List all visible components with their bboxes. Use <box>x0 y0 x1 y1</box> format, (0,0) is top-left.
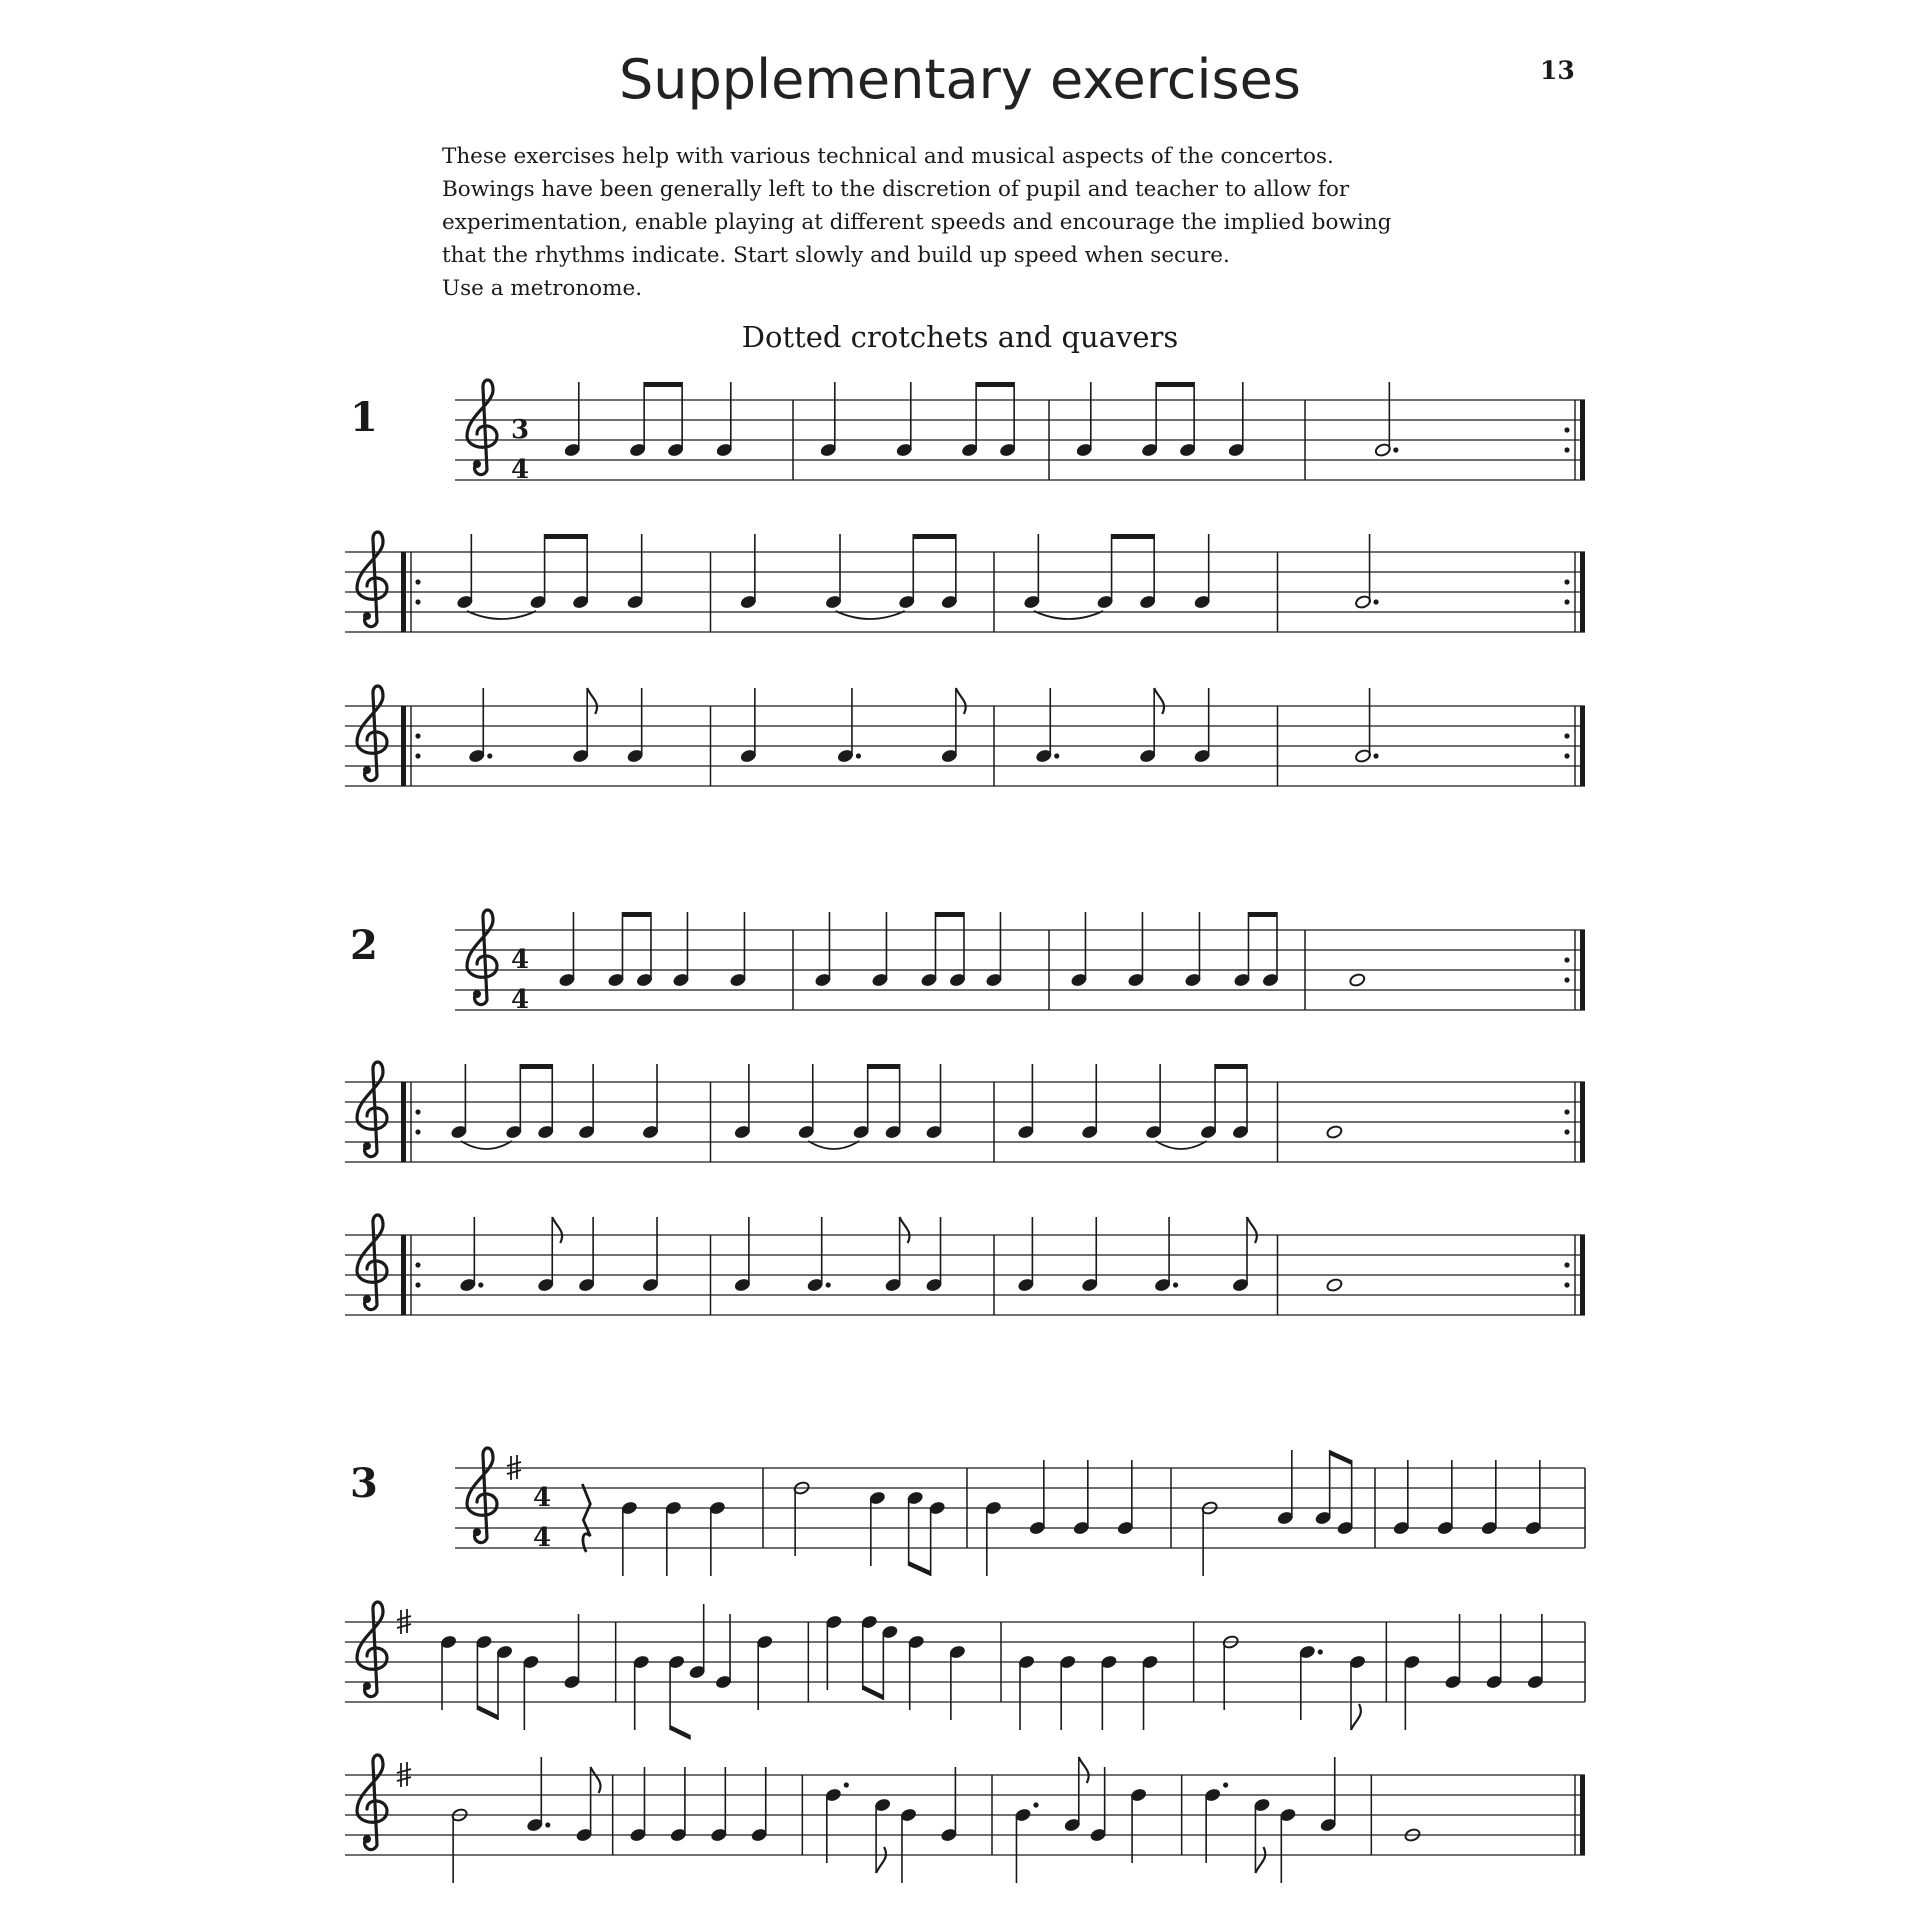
eighth-flag-icon <box>587 688 597 714</box>
augmentation-dot <box>545 1822 550 1827</box>
treble-clef-dot <box>473 1528 481 1536</box>
notehead <box>1326 1278 1343 1293</box>
staff <box>455 1448 1585 1576</box>
augmentation-dot <box>1318 1649 1323 1654</box>
exercise-number: 1 <box>350 394 378 441</box>
augmentation-dot <box>1033 1802 1038 1807</box>
beam <box>976 382 1014 387</box>
treble-clef-dot <box>363 766 371 774</box>
beam <box>868 1064 900 1069</box>
repeat-dot <box>1564 753 1569 758</box>
repeat-dot <box>1564 1109 1569 1114</box>
repeat-start-thick-barline <box>401 1235 406 1315</box>
exercise-number: 2 <box>350 922 378 969</box>
augmentation-dot <box>1393 447 1398 452</box>
augmentation-dot <box>1373 753 1378 758</box>
page-title: Supplementary exercises <box>619 48 1301 111</box>
repeat-dot <box>1564 957 1569 962</box>
beam <box>1156 382 1194 387</box>
repeat-end-thick-barline <box>1580 706 1585 786</box>
beam <box>935 912 964 917</box>
repeat-dot <box>415 1109 420 1114</box>
beam <box>1112 534 1155 539</box>
staff <box>455 380 1585 485</box>
repeat-dot <box>1564 1129 1569 1134</box>
eighth-flag-icon <box>591 1767 601 1793</box>
repeat-dot <box>415 1129 420 1134</box>
staff <box>345 1602 1585 1740</box>
staff <box>345 686 1585 786</box>
repeat-dot <box>1564 977 1569 982</box>
eighth-flag-icon <box>1079 1757 1089 1783</box>
beam <box>622 912 651 917</box>
beam <box>909 1561 931 1576</box>
intro-line: Use a metronome. <box>442 276 643 301</box>
repeat-dot <box>415 733 420 738</box>
repeat-start-thick-barline <box>401 706 406 786</box>
repeat-dot <box>415 579 420 584</box>
quarter-rest-icon <box>582 1484 590 1552</box>
repeat-dot <box>415 1282 420 1287</box>
augmentation-dot <box>487 753 492 758</box>
treble-clef-dot <box>363 612 371 620</box>
augmentation-dot <box>844 1782 849 1787</box>
beam <box>520 1064 552 1069</box>
augmentation-dot <box>856 753 861 758</box>
staff <box>455 910 1585 1015</box>
time-signature-bottom: 4 <box>511 985 530 1015</box>
repeat-dot <box>1564 599 1569 604</box>
eighth-flag-icon <box>1154 688 1164 714</box>
treble-clef-dot <box>473 990 481 998</box>
augmentation-dot <box>826 1282 831 1287</box>
augmentation-dot <box>478 1282 483 1287</box>
beam <box>863 1685 884 1700</box>
repeat-dot <box>1564 1262 1569 1267</box>
repeat-dot <box>1564 1282 1569 1287</box>
treble-clef-dot <box>363 1835 371 1843</box>
eighth-flag-icon <box>1247 1217 1257 1243</box>
final-thick-barline <box>1580 1775 1585 1855</box>
eighth-flag-icon <box>900 1217 910 1243</box>
repeat-end-thick-barline <box>1580 930 1585 1010</box>
eighth-flag-icon <box>1255 1847 1265 1873</box>
repeat-dot <box>1564 427 1569 432</box>
repeat-start-thick-barline <box>401 1082 406 1162</box>
beam <box>670 1725 691 1740</box>
augmentation-dot <box>1173 1282 1178 1287</box>
augmentation-dot <box>1373 599 1378 604</box>
time-signature-bottom: 4 <box>511 455 530 485</box>
eighth-flag-icon <box>876 1847 886 1873</box>
intro-line: Bowings have been generally left to the discretion of pupil and teacher to allow for <box>442 177 1350 202</box>
augmentation-dot <box>1054 753 1059 758</box>
repeat-dot <box>415 599 420 604</box>
repeat-dot <box>1564 733 1569 738</box>
time-signature-top: 4 <box>533 1483 552 1513</box>
section-heading: Dotted crotchets and quavers <box>741 320 1179 354</box>
repeat-end-thick-barline <box>1580 1082 1585 1162</box>
staff <box>345 1062 1585 1162</box>
augmentation-dot <box>1223 1782 1228 1787</box>
beam <box>913 534 956 539</box>
staff <box>345 532 1585 632</box>
treble-clef-dot <box>363 1682 371 1690</box>
repeat-end-thick-barline <box>1580 400 1585 480</box>
eighth-flag-icon <box>552 1217 562 1243</box>
intro-line: experimentation, enable playing at different speeds and encourage the implied bowing <box>442 210 1392 235</box>
time-signature-top: 3 <box>511 415 530 445</box>
repeat-dot <box>1564 579 1569 584</box>
intro-line: These exercises help with various technical and musical aspects of the concertos. <box>442 144 1334 169</box>
beam <box>545 534 588 539</box>
beam <box>1330 1450 1352 1465</box>
treble-clef-dot <box>363 1142 371 1150</box>
repeat-dot <box>415 753 420 758</box>
repeat-start-thick-barline <box>401 552 406 632</box>
staff <box>345 1215 1585 1315</box>
staff <box>345 1755 1585 1883</box>
beam <box>1248 912 1277 917</box>
page-number: 13 <box>1540 56 1575 85</box>
repeat-dot <box>1564 447 1569 452</box>
notehead <box>1349 973 1366 988</box>
eighth-flag-icon <box>1351 1704 1361 1730</box>
notehead <box>1326 1125 1343 1140</box>
time-signature-bottom: 4 <box>533 1523 552 1553</box>
exercise-number: 3 <box>350 1460 378 1507</box>
intro-line: that the rhythms indicate. Start slowly and build up speed when secure. <box>442 243 1230 268</box>
repeat-dot <box>415 1262 420 1267</box>
repeat-end-thick-barline <box>1580 1235 1585 1315</box>
beam <box>477 1705 498 1720</box>
eighth-flag-icon <box>956 688 966 714</box>
repeat-end-thick-barline <box>1580 552 1585 632</box>
time-signature-top: 4 <box>511 945 530 975</box>
beam <box>644 382 682 387</box>
treble-clef-dot <box>363 1295 371 1303</box>
beam <box>1215 1064 1247 1069</box>
treble-clef-dot <box>473 460 481 468</box>
